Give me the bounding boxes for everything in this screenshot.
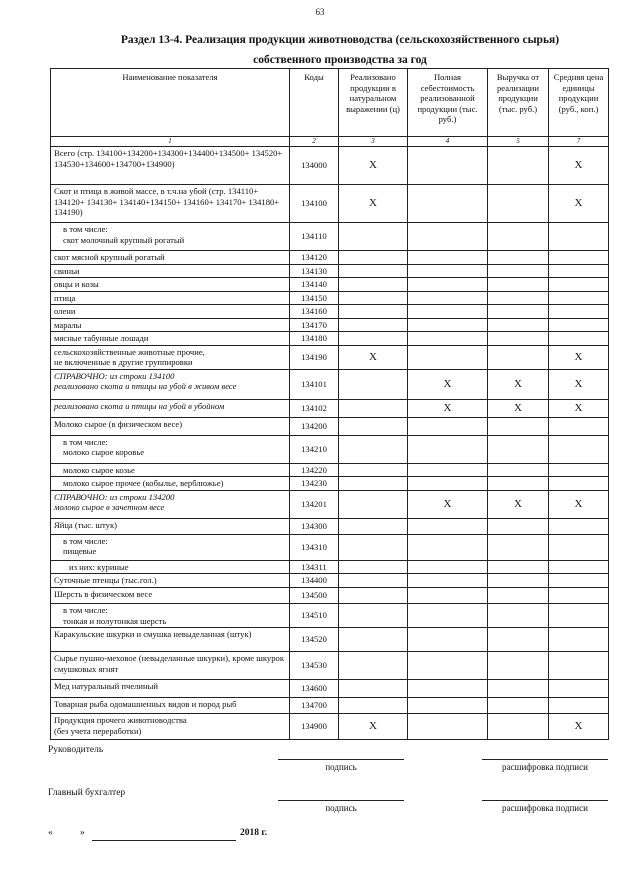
header-natural: Реализовано продукции в натуральном выражении (ц) [339,69,408,137]
row-avg-price-cell[interactable] [549,477,609,491]
row-cost-cell[interactable] [408,318,488,332]
row-revenue-cell[interactable] [488,185,549,223]
row-revenue-cell[interactable] [488,574,549,588]
row-avg-price-cell[interactable]: X [549,399,609,417]
row-revenue-cell[interactable] [488,435,549,463]
row-revenue-cell[interactable]: X [488,490,549,518]
row-code: 134102 [290,399,339,417]
row-name: олени [51,305,290,319]
row-code: 134000 [290,147,339,185]
row-name: Мед натуральный пчелиный [51,680,290,698]
table-row [51,534,609,560]
table-row [51,490,609,518]
row-avg-price-cell[interactable]: X [549,714,609,740]
row-code: 134190 [290,345,339,369]
row-cost-cell[interactable] [408,345,488,369]
row-cost-cell[interactable] [408,604,488,628]
head-decode-line[interactable] [482,759,608,760]
row-name: в том числе: скот молочный крупный рогатый [51,223,290,251]
title-line-2: собственного производства за год [253,54,427,66]
row-natural-cell[interactable]: X [339,345,408,369]
accountant-label: Главный бухгалтер [48,788,126,798]
table-row [51,223,609,251]
row-revenue-cell[interactable] [488,560,549,574]
accountant-signature-line[interactable] [278,800,404,801]
row-avg-price-cell[interactable] [549,435,609,463]
row-code: 134310 [290,534,339,560]
row-natural-cell[interactable] [339,332,408,346]
row-avg-price-cell[interactable] [549,305,609,319]
row-cost-cell[interactable]: X [408,399,488,417]
table-row [51,435,609,463]
row-cost-cell[interactable] [408,332,488,346]
accountant-decode-line[interactable] [482,800,608,801]
table-row [51,345,609,369]
table-row [51,147,609,185]
table-row [51,588,609,604]
row-natural-cell[interactable] [339,463,408,477]
row-natural-cell[interactable] [339,652,408,680]
row-cost-cell[interactable]: X [408,490,488,518]
table-row [51,652,609,680]
row-code: 134220 [290,463,339,477]
row-name: СПРАВОЧНО: из строки 134100 реализовано скота и птицы на убой в живом весе [51,369,290,399]
row-code: 134530 [290,652,339,680]
head-label: Руководитель [48,745,104,755]
row-code: 134150 [290,291,339,305]
row-name: птица [51,291,290,305]
row-natural-cell[interactable] [339,628,408,652]
row-cost-cell[interactable] [408,435,488,463]
section-title [60,30,620,70]
row-name: в том числе: молоко сырое коровье [51,435,290,463]
row-name: в том числе: пищевые [51,534,290,560]
title-line-1: Раздел 13-4. Реализация продукции животноводства (сельскохозяйственного сырья) [120,34,560,46]
row-natural-cell[interactable] [339,680,408,698]
header-revenue: Выручка от реализации продукции (тыс. руб.) [488,69,549,137]
row-name: молоко сырое прочее (кобылье, верблюжье) [51,477,290,491]
row-cost-cell[interactable] [408,534,488,560]
row-code: 134300 [290,518,339,534]
row-revenue-cell[interactable] [488,291,549,305]
table-row [51,560,609,574]
row-avg-price-cell[interactable] [549,332,609,346]
row-name: Сырье пушно-меховое (невыделанные шкурки), кроме шкурок смушковых ягнят [51,652,290,680]
row-revenue-cell[interactable] [488,604,549,628]
table-row [51,369,609,399]
row-code: 134520 [290,628,339,652]
row-cost-cell[interactable] [408,477,488,491]
row-avg-price-cell[interactable]: X [549,147,609,185]
row-cost-cell[interactable] [408,278,488,292]
page-number: 63 [315,7,325,17]
row-natural-cell[interactable] [339,490,408,518]
row-code: 134200 [290,417,339,435]
row-name: в том числе: тонкая и полутонкая шерсть [51,604,290,628]
table-row [51,417,609,435]
row-revenue-cell[interactable] [488,345,549,369]
row-revenue-cell[interactable] [488,628,549,652]
col-number: 4 [408,137,488,147]
row-cost-cell[interactable] [408,518,488,534]
row-avg-price-cell[interactable] [549,463,609,477]
row-avg-price-cell[interactable] [549,278,609,292]
row-natural-cell[interactable]: X [339,147,408,185]
row-avg-price-cell[interactable] [549,628,609,652]
head-decode-caption: расшифровка подписи [502,762,588,772]
row-natural-cell[interactable] [339,588,408,604]
row-avg-price-cell[interactable] [549,291,609,305]
row-revenue-cell[interactable] [488,714,549,740]
row-cost-cell[interactable] [408,588,488,604]
table-row [51,604,609,628]
row-revenue-cell[interactable] [488,147,549,185]
row-name: Шерсть в физическом весе [51,588,290,604]
row-natural-cell[interactable] [339,534,408,560]
row-cost-cell[interactable] [408,628,488,652]
row-cost-cell[interactable] [408,185,488,223]
row-code: 134100 [290,185,339,223]
row-avg-price-cell[interactable] [549,251,609,265]
row-code: 134201 [290,490,339,518]
row-cost-cell[interactable] [408,574,488,588]
row-natural-cell[interactable] [339,477,408,491]
row-code: 134510 [290,604,339,628]
row-cost-cell[interactable]: X [408,369,488,399]
row-revenue-cell[interactable] [488,518,549,534]
row-revenue-cell[interactable] [488,318,549,332]
accountant-decode-caption: расшифровка подписи [502,803,588,813]
row-code: 134600 [290,680,339,698]
row-avg-price-cell[interactable] [549,574,609,588]
row-cost-cell[interactable] [408,291,488,305]
row-avg-price-cell[interactable] [549,223,609,251]
row-cost-cell[interactable] [408,652,488,680]
row-name: Всего (стр. 134100+134200+134300+134400+134500+ 134520+ 134530+134600+134700+134900) [51,147,290,185]
row-name: скот мясной крупный рогатый [51,251,290,265]
col-number: 2 [290,137,339,147]
col-number: 3 [339,137,408,147]
row-code: 134500 [290,588,339,604]
row-revenue-cell[interactable] [488,463,549,477]
row-code: 134130 [290,264,339,278]
row-natural-cell[interactable] [339,435,408,463]
row-cost-cell[interactable] [408,680,488,698]
table-row [51,399,609,417]
table-row [51,264,609,278]
table-row [51,251,609,265]
row-natural-cell[interactable] [339,369,408,399]
date-close-quote: » [80,828,85,838]
row-code: 134170 [290,318,339,332]
row-name: Товарная рыба одомашненных видов и пород рыб [51,698,290,714]
row-revenue-cell[interactable] [488,264,549,278]
row-natural-cell[interactable] [339,223,408,251]
row-natural-cell[interactable] [339,518,408,534]
row-name: мясные табунные лошади [51,332,290,346]
header-name: Наименование показателя [51,69,290,137]
table-row [51,185,609,223]
row-code: 134160 [290,305,339,319]
row-avg-price-cell[interactable] [549,318,609,332]
head-signature-line[interactable] [278,759,404,760]
row-natural-cell[interactable] [339,251,408,265]
report-table [50,68,609,740]
row-avg-price-cell[interactable] [549,560,609,574]
row-name: Яйца (тыс. штук) [51,518,290,534]
header-avg-price: Средняя цена единицы продукции (руб., коп.) [549,69,609,137]
row-cost-cell[interactable] [408,251,488,265]
row-revenue-cell[interactable] [488,652,549,680]
row-natural-cell[interactable] [339,305,408,319]
date-line[interactable] [92,840,236,841]
date-year: 2018 г. [240,828,267,838]
row-natural-cell[interactable] [339,560,408,574]
row-code: 134400 [290,574,339,588]
row-avg-price-cell[interactable] [549,417,609,435]
row-revenue-cell[interactable] [488,278,549,292]
row-code: 134110 [290,223,339,251]
row-natural-cell[interactable] [339,417,408,435]
table-row [51,332,609,346]
row-avg-price-cell[interactable] [549,518,609,534]
row-cost-cell[interactable] [408,417,488,435]
row-revenue-cell[interactable] [488,332,549,346]
row-natural-cell[interactable] [339,264,408,278]
row-cost-cell[interactable] [408,264,488,278]
row-natural-cell[interactable] [339,698,408,714]
row-natural-cell[interactable] [339,291,408,305]
row-name: СПРАВОЧНО: из строки 134200 молоко сырое в зачетном весе [51,490,290,518]
row-code: 134900 [290,714,339,740]
date-open-quote: « [48,828,53,838]
row-cost-cell[interactable] [408,560,488,574]
row-code: 134311 [290,560,339,574]
row-name: Продукция прочего животноводства (без учета переработки) [51,714,290,740]
row-revenue-cell[interactable] [488,251,549,265]
row-avg-price-cell[interactable] [549,534,609,560]
row-name: Суточные птенцы (тыс.гол.) [51,574,290,588]
row-natural-cell[interactable] [339,574,408,588]
row-avg-price-cell[interactable] [549,680,609,698]
row-natural-cell[interactable] [339,278,408,292]
col-number: 5 [488,137,549,147]
row-name: Скот и птица в живой массе, в т.ч.на убой (стр. 134110+ 134120+ 134130+ 134140+134150+ 134160+ 134170+ 134180+ 134190) [51,185,290,223]
row-code: 134230 [290,477,339,491]
row-avg-price-cell[interactable]: X [549,369,609,399]
row-revenue-cell[interactable] [488,305,549,319]
row-avg-price-cell[interactable] [549,264,609,278]
row-cost-cell[interactable] [408,223,488,251]
row-natural-cell[interactable] [339,604,408,628]
table-row [51,318,609,332]
table-row [51,518,609,534]
table-row [51,714,609,740]
row-name: маралы [51,318,290,332]
row-name: Молоко сырое (в физическом весе) [51,417,290,435]
row-revenue-cell[interactable] [488,588,549,604]
table-row [51,278,609,292]
head-sign-caption: подпись [325,762,357,772]
row-avg-price-cell[interactable] [549,604,609,628]
row-cost-cell[interactable] [408,714,488,740]
row-revenue-cell[interactable]: X [488,399,549,417]
row-name: из них: куриные [51,560,290,574]
accountant-sign-caption: подпись [325,803,357,813]
row-natural-cell[interactable]: X [339,714,408,740]
row-avg-price-cell[interactable]: X [549,345,609,369]
col-number: 1 [51,137,290,147]
col-number: 7 [549,137,609,147]
row-revenue-cell[interactable] [488,477,549,491]
table-row [51,698,609,714]
row-code: 134180 [290,332,339,346]
header-cost: Полная себестоимость реализованной продукции (тыс. руб.) [408,69,488,137]
table-row [51,628,609,652]
row-name: свиньи [51,264,290,278]
row-cost-cell[interactable] [408,147,488,185]
row-cost-cell[interactable] [408,305,488,319]
row-natural-cell[interactable] [339,318,408,332]
row-name: реализовано скота и птицы на убой в убойном [51,399,290,417]
row-name: молоко сырое козье [51,463,290,477]
header-codes: Коды [290,69,339,137]
table-row [51,574,609,588]
row-revenue-cell[interactable] [488,534,549,560]
table-row [51,463,609,477]
row-avg-price-cell[interactable] [549,588,609,604]
row-revenue-cell[interactable] [488,417,549,435]
row-name: овцы и козы [51,278,290,292]
row-natural-cell[interactable]: X [339,185,408,223]
row-avg-price-cell[interactable]: X [549,490,609,518]
row-code: 134140 [290,278,339,292]
table-row [51,305,609,319]
row-name: сельскохозяйственные животные прочие, не включенные в другие группировки [51,345,290,369]
row-revenue-cell[interactable] [488,223,549,251]
row-avg-price-cell[interactable] [549,652,609,680]
row-cost-cell[interactable] [408,698,488,714]
row-natural-cell[interactable] [339,399,408,417]
row-revenue-cell[interactable] [488,698,549,714]
row-code: 134210 [290,435,339,463]
row-revenue-cell[interactable] [488,680,549,698]
header-row [51,69,609,137]
row-avg-price-cell[interactable] [549,698,609,714]
table-row [51,291,609,305]
table-row [51,477,609,491]
row-code: 134101 [290,369,339,399]
row-revenue-cell[interactable]: X [488,369,549,399]
column-number-row [51,137,609,147]
row-cost-cell[interactable] [408,463,488,477]
row-code: 134700 [290,698,339,714]
row-avg-price-cell[interactable]: X [549,185,609,223]
row-name: Каракульские шкурки и смушка невыделанная (штук) [51,628,290,652]
row-code: 134120 [290,251,339,265]
table-row [51,680,609,698]
